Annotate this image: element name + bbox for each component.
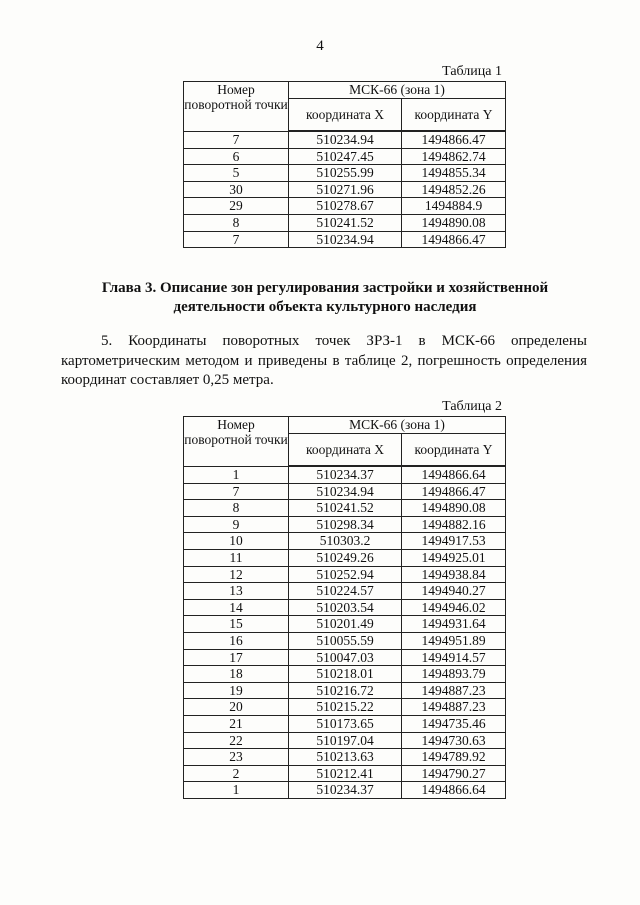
point-cell: 12 [184, 566, 289, 583]
y-cell: 1494917.53 [402, 533, 506, 550]
y-cell: 1494790.27 [402, 765, 506, 782]
point-cell: 29 [184, 198, 289, 215]
point-cell: 17 [184, 649, 289, 666]
y-cell: 1494735.46 [402, 715, 506, 732]
x-cell: 510255.99 [289, 165, 402, 182]
point-cell: 13 [184, 583, 289, 600]
table-row [184, 549, 506, 566]
y-cell: 1494862.74 [402, 148, 506, 165]
table-row [184, 583, 506, 600]
table-row [184, 500, 506, 517]
table-row [184, 466, 506, 483]
point-cell: 10 [184, 533, 289, 550]
point-cell: 21 [184, 715, 289, 732]
x-cell: 510234.94 [289, 231, 402, 248]
page-number: 4 [316, 38, 324, 54]
x-cell: 510047.03 [289, 649, 402, 666]
point-cell: 16 [184, 632, 289, 649]
y-cell: 1494884.9 [402, 198, 506, 215]
point-cell: 18 [184, 666, 289, 683]
x-cell: 510234.37 [289, 466, 402, 483]
y-cell: 1494866.64 [402, 782, 506, 799]
x-cell: 510173.65 [289, 715, 402, 732]
point-cell: 22 [184, 732, 289, 749]
point-cell: 7 [184, 231, 289, 248]
table-row [184, 198, 506, 215]
y-cell: 1494951.89 [402, 632, 506, 649]
table1-body [184, 131, 506, 248]
point-cell: 1 [184, 782, 289, 799]
point-cell: 7 [184, 131, 289, 148]
table2-header-system: МСК-66 (зона 1) [289, 417, 506, 434]
table-row [184, 649, 506, 666]
table2-header-y: координата Y [402, 434, 506, 467]
table2 [183, 416, 506, 799]
x-cell: 510224.57 [289, 583, 402, 600]
table-row [184, 616, 506, 633]
y-cell: 1494938.84 [402, 566, 506, 583]
table-row [184, 765, 506, 782]
y-cell: 1494940.27 [402, 583, 506, 600]
y-cell: 1494866.47 [402, 231, 506, 248]
point-cell: 15 [184, 616, 289, 633]
table-row [184, 699, 506, 716]
y-cell: 1494887.23 [402, 699, 506, 716]
table-row [184, 231, 506, 248]
x-cell: 510234.37 [289, 782, 402, 799]
y-cell: 1494855.34 [402, 165, 506, 182]
y-cell: 1494946.02 [402, 599, 506, 616]
y-cell: 1494887.23 [402, 682, 506, 699]
table1-header-x: координата X [289, 99, 402, 132]
x-cell: 510252.94 [289, 566, 402, 583]
point-cell: 11 [184, 549, 289, 566]
x-cell: 510213.63 [289, 749, 402, 766]
table-row [184, 732, 506, 749]
paragraph-text: 5. Координаты поворотных точек ЗРЗ-1 в МСК-66 определены картометрическим методом и приведены в таблице 2, погрешность определения координат составляет 0,25 метра. [61, 333, 587, 388]
table-row [184, 682, 506, 699]
table-row [184, 148, 506, 165]
table-row [184, 181, 506, 198]
table2-header-x: координата X [289, 434, 402, 467]
x-cell: 510234.94 [289, 483, 402, 500]
y-cell: 1494866.47 [402, 483, 506, 500]
y-cell: 1494882.16 [402, 516, 506, 533]
x-cell: 510216.72 [289, 682, 402, 699]
y-cell: 1494866.64 [402, 466, 506, 483]
point-cell: 1 [184, 466, 289, 483]
x-cell: 510271.96 [289, 181, 402, 198]
x-cell: 510055.59 [289, 632, 402, 649]
y-cell: 1494925.01 [402, 549, 506, 566]
y-cell: 1494890.08 [402, 500, 506, 517]
table-row [184, 749, 506, 766]
table-row [184, 533, 506, 550]
point-cell: 23 [184, 749, 289, 766]
table1-header-y: координата Y [402, 99, 506, 132]
table-row [184, 666, 506, 683]
y-cell: 1494866.47 [402, 131, 506, 148]
point-cell: 30 [184, 181, 289, 198]
table-row [184, 131, 506, 148]
table-row [184, 782, 506, 799]
x-cell: 510247.45 [289, 148, 402, 165]
x-cell: 510298.34 [289, 516, 402, 533]
paragraph [61, 332, 587, 391]
x-cell: 510215.22 [289, 699, 402, 716]
x-cell: 510234.94 [289, 131, 402, 148]
table-row [184, 566, 506, 583]
y-cell: 1494914.57 [402, 649, 506, 666]
point-cell: 9 [184, 516, 289, 533]
point-cell: 8 [184, 214, 289, 231]
x-cell: 510201.49 [289, 616, 402, 633]
point-cell: 8 [184, 500, 289, 517]
table-row [184, 715, 506, 732]
y-cell: 1494789.92 [402, 749, 506, 766]
table-row [184, 599, 506, 616]
x-cell: 510218.01 [289, 666, 402, 683]
table1 [183, 81, 506, 248]
point-cell: 19 [184, 682, 289, 699]
table2-body [184, 466, 506, 798]
table-row [184, 483, 506, 500]
x-cell: 510203.54 [289, 599, 402, 616]
point-cell: 14 [184, 599, 289, 616]
y-cell: 1494893.79 [402, 666, 506, 683]
x-cell: 510212.41 [289, 765, 402, 782]
x-cell: 510241.52 [289, 500, 402, 517]
chapter-heading: Глава 3. Описание зон регулирования застройки и хозяйственной деятельности объекта культурного наследия [101, 280, 549, 315]
x-cell: 510278.67 [289, 198, 402, 215]
y-cell: 1494730.63 [402, 732, 506, 749]
table-row [184, 516, 506, 533]
table-row [184, 632, 506, 649]
x-cell: 510241.52 [289, 214, 402, 231]
table2-header-point: Номер поворотной точки [184, 417, 289, 467]
table1-header-point: Номер поворотной точки [184, 82, 289, 132]
point-cell: 5 [184, 165, 289, 182]
x-cell: 510197.04 [289, 732, 402, 749]
x-cell: 510303.2 [289, 533, 402, 550]
point-cell: 2 [184, 765, 289, 782]
x-cell: 510249.26 [289, 549, 402, 566]
y-cell: 1494931.64 [402, 616, 506, 633]
point-cell: 20 [184, 699, 289, 716]
table1-header-system: МСК-66 (зона 1) [289, 82, 506, 99]
point-cell: 6 [184, 148, 289, 165]
table-row [184, 214, 506, 231]
point-cell: 7 [184, 483, 289, 500]
table2-caption: Таблица 2 [442, 399, 502, 414]
y-cell: 1494890.08 [402, 214, 506, 231]
table-row [184, 165, 506, 182]
y-cell: 1494852.26 [402, 181, 506, 198]
table1-caption: Таблица 1 [442, 64, 502, 79]
